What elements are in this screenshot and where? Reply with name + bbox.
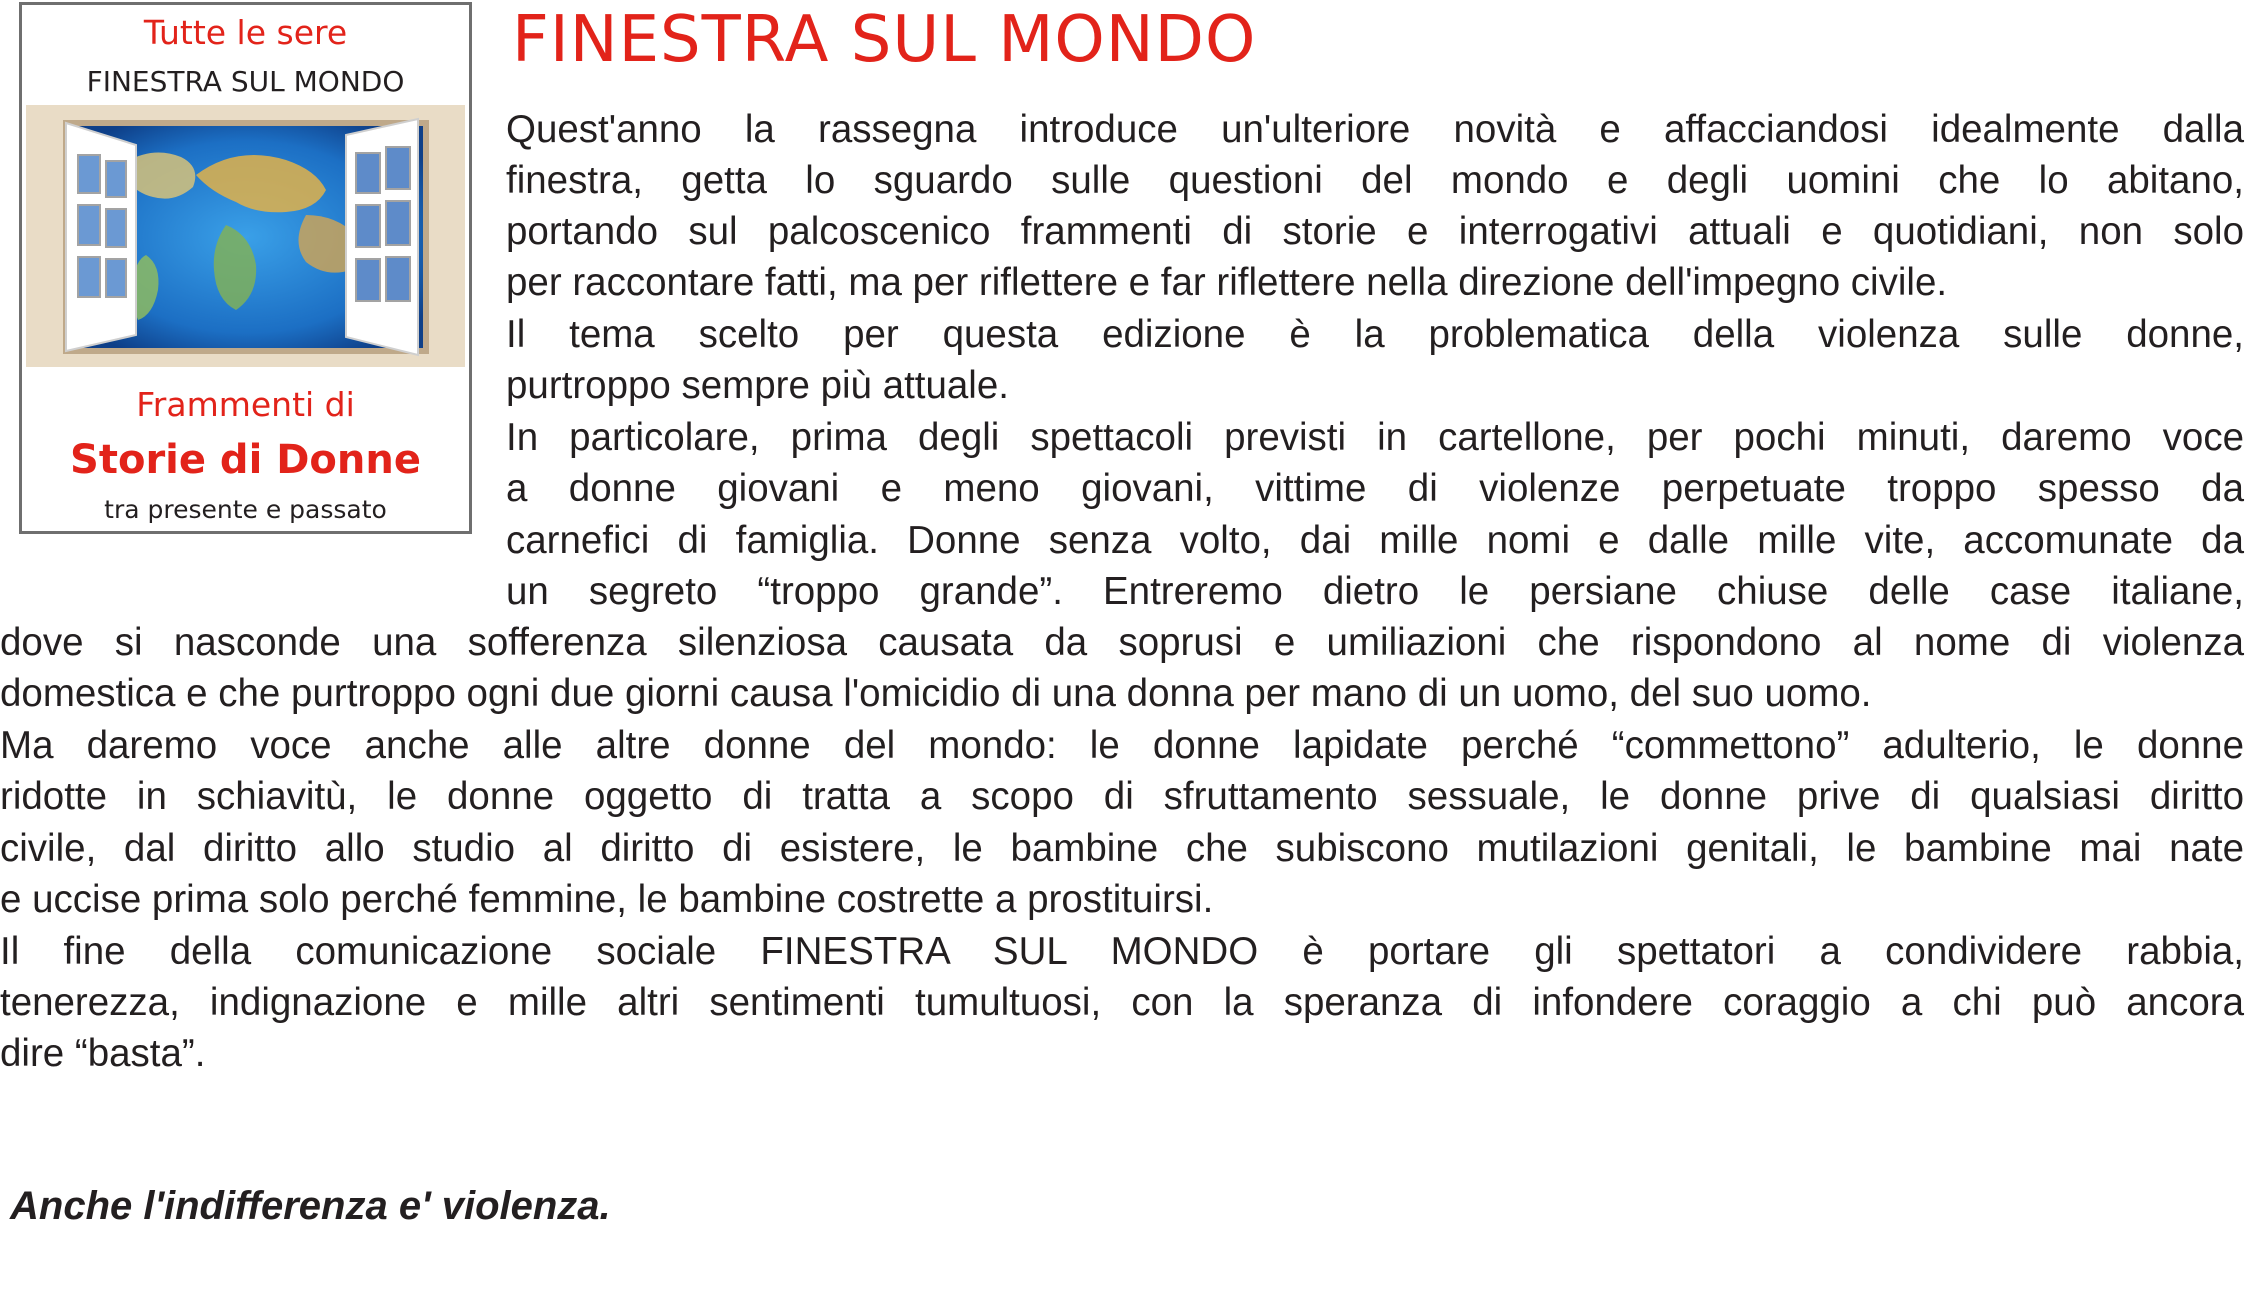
poster-subtitle-line2: Storie di Donne — [70, 437, 421, 483]
paragraph-line: purtroppo sempre più attuale. — [506, 364, 1009, 407]
paragraph-line: dire “basta”. — [0, 1032, 206, 1075]
paragraph-line: tenerezza, indignazione e mille altri sentimenti tumultuosi, con la speranza di infondere coraggio a chi può ancora — [0, 981, 2244, 1024]
paragraph-line: ridotte in schiavitù, le donne oggetto di tratta a scopo di sfruttamento sessuale, le donne prive di qualsiasi diritto — [0, 775, 2244, 818]
paragraph-line: Ma daremo voce anche alle altre donne del mondo: le donne lapidate perché “commettono” adulterio, le donne — [0, 724, 2244, 767]
open-window-world-map-icon — [26, 105, 465, 367]
page-title: FINESTRA SUL MONDO — [512, 3, 1257, 77]
paragraph-line: dove si nasconde una sofferenza silenziosa causata da soprusi e umiliazioni che rispondono al nome di violenza — [0, 621, 2244, 664]
paragraph-line: e uccise prima solo perché femmine, le bambine costrette a prostituirsi. — [0, 878, 1214, 921]
paragraph-line: un segreto “troppo grande”. Entreremo dietro le persiane chiuse delle case italiane, — [506, 570, 2244, 613]
paragraph-line: Il tema scelto per questa edizione è la problematica della violenza sulle donne, — [506, 313, 2244, 356]
paragraph-line: finestra, getta lo sguardo sulle questioni del mondo e degli uomini che lo abitano, — [506, 159, 2244, 202]
paragraph-line: a donne giovani e meno giovani, vittime di violenze perpetuate troppo spesso da — [506, 467, 2244, 510]
paragraph-line: Il fine della comunicazione sociale FINESTRA SUL MONDO è portare gli spettatori a condividere rabbia, — [0, 930, 2244, 973]
paragraph-line: domestica e che purtroppo ogni due giorni causa l'omicidio di una donna per mano di un uomo, del suo uomo. — [0, 672, 1872, 715]
paragraph-line: civile, dal diritto allo studio al diritto di esistere, le bambine che subiscono mutilazioni genitali, le bambine mai nate — [0, 827, 2244, 870]
paragraph-line: Quest'anno la rassegna introduce un'ulteriore novità e affacciandosi idealmente dalla — [506, 108, 2244, 151]
paragraph-line: per raccontare fatti, ma per riflettere e far riflettere nella direzione dell'impegno civile. — [506, 261, 1948, 304]
paragraph-line: In particolare, prima degli spettacoli previsti in cartellone, per pochi minuti, daremo voce — [506, 416, 2244, 459]
poster-subtitle-line3: tra presente e passato — [104, 495, 387, 524]
poster-title: FINESTRA SUL MONDO — [86, 65, 405, 98]
paragraph-line: carnefici di famiglia. Donne senza volto, dai mille nomi e dalle mille vite, accomunate da — [506, 519, 2244, 562]
closing-statement: Anche l'indifferenza e' violenza. — [10, 1184, 611, 1228]
poster-subtitle-line1: Frammenti di — [136, 385, 355, 424]
poster-tagline: Tutte le sere — [143, 13, 348, 52]
paragraph-line: portando sul palcoscenico frammenti di storie e interrogativi attuali e quotidiani, non solo — [506, 210, 2244, 253]
event-poster — [19, 2, 472, 534]
